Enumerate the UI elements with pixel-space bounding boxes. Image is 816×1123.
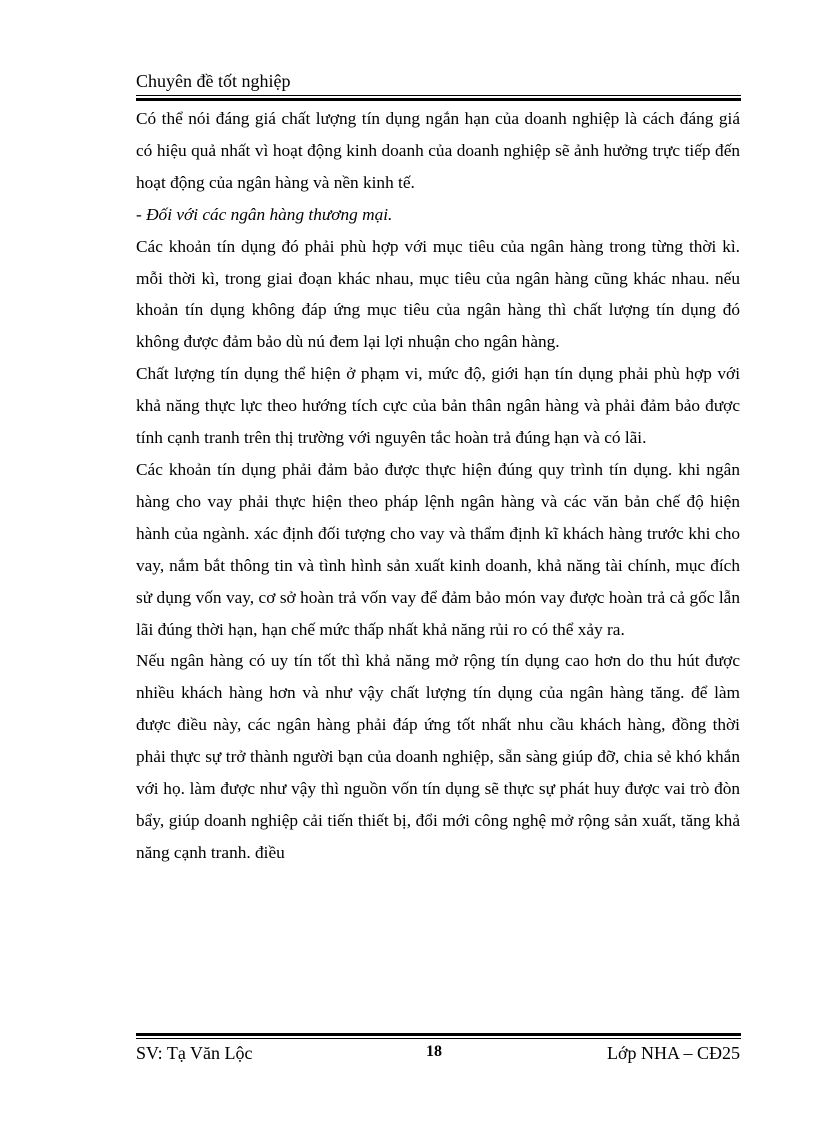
footer-class: Lớp NHA – CĐ25	[606, 1043, 740, 1063]
document-body	[136, 103, 740, 869]
paragraph: Các khoản tín dụng phải đảm bảo được thực hiện đúng quy trình tín dụng. khi ngân hàng cho vay phải thực hiện theo pháp lệnh ngân hàng và các văn bản chế độ hiện hành của ngành. xác định đối tượng cho vay và thẩm định kĩ khách hàng trước khi cho vay, nắm bắt thông tin và tình hình sản xuất kinh doanh, khả năng tài chính, mục đích sử dụng vốn vay, cơ sở hoàn trả vốn vay để đảm bảo món vay được hoàn trả cả gốc lẫn lãi đúng thời hạn, hạn chế mức thấp nhất khả năng rủi ro có thể xảy ra.	[136, 459, 740, 639]
page-header-title: Chuyên đề tốt nghiệp	[136, 71, 291, 91]
footer-page-number: 18	[426, 1043, 442, 1060]
paragraph: Có thể nói đáng giá chất lượng tín dụng ngắn hạn của doanh nghiệp là cách đáng giá có hiệu quả nhất vì hoạt động kinh doanh của doanh nghiệp sẽ ảnh hưởng trực tiếp đến hoạt động của ngân hàng và nền kinh tế.	[136, 109, 740, 192]
paragraph: Nếu ngân hàng có uy tín tốt thì khả năng mở rộng tín dụng cao hơn do thu hút được nhiều khách hàng hơn và như vậy chất lượng tín dụng của ngân hàng tăng. để làm được điều này, các ngân hàng phải đáp ứng tốt nhất nhu cầu khách hàng, đồng thời phải thực sự trở thành người bạn của doanh nghiệp, sẵn sàng giúp đỡ, chia sẻ khó khắn với họ. làm được như vậy thì nguồn vốn tín dụng sẽ thực sự phát huy được vai trò đòn bẩy, giúp doanh nghiệp cải tiến thiết bị, đổi mới công nghệ mở rộng sản xuất, tăng khả năng cạnh tranh. điều	[136, 651, 740, 862]
paragraph: Các khoản tín dụng đó phải phù hợp với mục tiêu của ngân hàng trong từng thời kì. mỗi thời kì, trong giai đoạn khác nhau, mục tiêu của ngân hàng cũng khác nhau. nếu khoản tín dụng không đáp ứng mục tiêu của ngân hàng thì chất lượng tín dụng đó không được đảm bảo dù nú đem lại lợi nhuận cho ngân hàng.	[136, 236, 740, 352]
header-rule-thin	[136, 95, 741, 96]
header-rule-thick	[136, 98, 741, 101]
paragraph-subheading: - Đối với các ngân hàng thương mại.	[136, 204, 393, 224]
paragraph: Chất lượng tín dụng thể hiện ở phạm vi, mức độ, giới hạn tín dụng phải phù hợp với khả năng thực lực theo hướng tích cực của bản thân ngân hàng và phải đảm bảo được tính cạnh tranh trên thị trường với nguyên tắc hoàn trả đúng hạn và có lãi.	[136, 364, 740, 448]
footer-student-name: SV: Tạ Văn Lộc	[136, 1043, 253, 1063]
footer-rule-thick	[136, 1033, 741, 1036]
footer-rule-thin	[136, 1038, 741, 1039]
